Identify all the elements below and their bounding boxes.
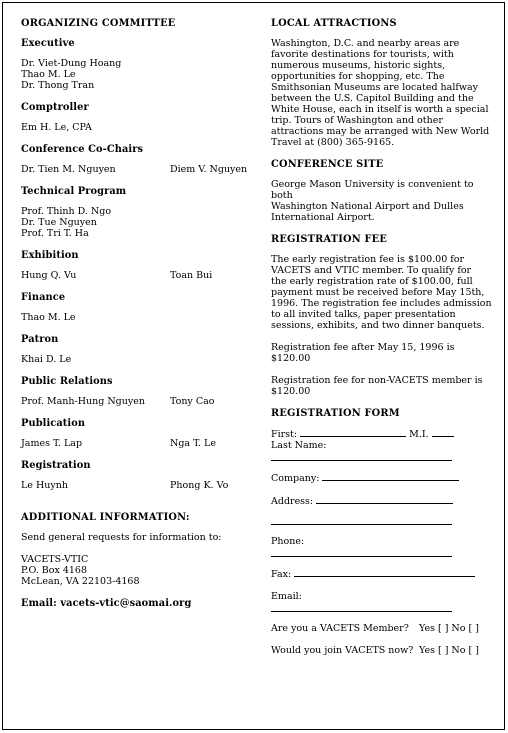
- left-column: [21, 18, 256, 610]
- publication-label: Publication: [21, 418, 86, 429]
- email-field[interactable]: [271, 602, 452, 612]
- company-field[interactable]: [322, 472, 459, 481]
- patron-member: Khai D. Le: [21, 354, 72, 365]
- comptroller-member: Em H. Le, CPA: [21, 122, 92, 133]
- fee-after-deadline: Registration fee after May 15, 1996 is $120.00: [271, 342, 455, 364]
- technical-member: Prof. Tri T. Ha: [21, 228, 89, 239]
- exhibition-member: Hung Q. Vu: [21, 270, 77, 281]
- additional-intro: Send general requests for information to:: [21, 532, 222, 543]
- cochairs-row: [21, 164, 256, 175]
- attractions-text-line: Smithsonian Museums are located halfway: [271, 82, 479, 93]
- fee-text-line: the early registration rate of $100.00, full: [271, 276, 473, 287]
- address-row: [271, 495, 496, 507]
- fee-nonmember-line: Registration fee for non-VACETS member is: [271, 375, 483, 386]
- address-line: VACETS-VTIC: [21, 554, 89, 565]
- member-yes-no-checkboxes[interactable]: Yes [ ] No [ ]: [419, 623, 479, 634]
- registration-fee-title: REGISTRATION FEE: [271, 234, 387, 245]
- last-name-field[interactable]: [271, 451, 452, 461]
- attractions-text-line: favorite destinations for tourists, with: [271, 49, 454, 60]
- phone-field[interactable]: [271, 547, 452, 557]
- address-line: P.O. Box 4168: [21, 565, 88, 576]
- email-label: Email:: [271, 591, 302, 602]
- address-line: McLean, VA 22103-4168: [21, 576, 140, 587]
- publication-member: James T. Lap: [21, 438, 83, 449]
- public-relations-member: Prof. Manh-Hung Nguyen: [21, 396, 145, 407]
- first-name-label: First:: [271, 429, 298, 440]
- additional-information-title: ADDITIONAL INFORMATION:: [21, 512, 190, 523]
- registration-label: Registration: [21, 460, 91, 471]
- site-text-line: George Mason University is convenient to both: [271, 179, 474, 201]
- last-name-label: Last Name:: [271, 440, 327, 451]
- company-row: [271, 472, 496, 484]
- cochair-name: Dr. Tien M. Nguyen: [21, 164, 116, 175]
- executive-member: Dr. Thong Tran: [21, 80, 95, 91]
- attractions-text-line: White House, each in itself is worth a special: [271, 104, 489, 115]
- site-text-line: International Airport.: [271, 212, 375, 223]
- attractions-text-line: numerous museums, historic sights,: [271, 60, 446, 71]
- member-question: Are you a VACETS Member?: [271, 623, 409, 634]
- fee-nonmember-line: $120.00: [271, 386, 311, 397]
- comptroller-label: Comptroller: [21, 102, 89, 113]
- address-label: Address:: [271, 496, 314, 507]
- registration-member: Phong K. Vo: [170, 480, 229, 491]
- technical-member: Dr. Tue Nguyen: [21, 217, 97, 228]
- attractions-text-line: opportunities for shopping, etc. The: [271, 71, 445, 82]
- fax-row: [271, 568, 496, 580]
- join-question-row: [271, 645, 496, 656]
- attractions-text-line: trip. Tours of Washington and other: [271, 115, 443, 126]
- executive-member: Thao M. Le: [21, 69, 76, 80]
- public-relations-member: Tony Cao: [170, 396, 215, 407]
- phone-label: Phone:: [271, 536, 305, 547]
- publication-row: [21, 438, 256, 449]
- finance-member: Thao M. Le: [21, 312, 76, 323]
- attractions-text-line: Travel at (800) 365-9165.: [271, 137, 395, 148]
- organizing-committee-title: ORGANIZING COMMITTEE: [21, 18, 176, 29]
- fee-text-line: payment must be received before May 15th,: [271, 287, 485, 298]
- fax-label: Fax:: [271, 569, 292, 580]
- company-label: Company:: [271, 473, 320, 484]
- executive-member: Dr. Viet-Dung Hoang: [21, 58, 122, 69]
- member-question-row: [271, 623, 496, 634]
- fee-text-line: 1996. The registration fee includes admission: [271, 298, 492, 309]
- finance-label: Finance: [21, 292, 66, 303]
- cochairs-label: Conference Co-Chairs: [21, 144, 144, 155]
- local-attractions-title: LOCAL ATTRACTIONS: [271, 18, 397, 29]
- technical-program-label: Technical Program: [21, 186, 127, 197]
- registration-member: Le Huynh: [21, 480, 68, 491]
- exhibition-label: Exhibition: [21, 250, 79, 261]
- first-name-field[interactable]: [300, 428, 406, 437]
- middle-initial-field[interactable]: [432, 428, 454, 437]
- page: [2, 2, 505, 730]
- publication-member: Nga T. Le: [170, 438, 216, 449]
- registration-form-title: REGISTRATION FORM: [271, 408, 400, 419]
- attractions-text-line: between the U.S. Capitol Building and the: [271, 93, 474, 104]
- join-question: Would you join VACETS now?: [271, 645, 414, 656]
- public-relations-row: [21, 396, 256, 407]
- middle-initial-label: M.I.: [409, 429, 429, 440]
- public-relations-label: Public Relations: [21, 376, 113, 387]
- first-name-row: [271, 428, 496, 440]
- cochair-name: Diem V. Nguyen: [170, 164, 248, 175]
- right-column: [271, 18, 496, 656]
- fee-text-line: to all invited talks, paper presentation: [271, 309, 456, 320]
- exhibition-member: Toan Bui: [170, 270, 213, 281]
- fee-text-line: The early registration fee is $100.00 for: [271, 254, 465, 265]
- join-yes-no-checkboxes[interactable]: Yes [ ] No [ ]: [419, 645, 479, 656]
- technical-member: Prof. Thinh D. Ngo: [21, 206, 112, 217]
- contact-email: Email: vacets-vtic@saomai.org: [21, 598, 192, 609]
- attractions-text-line: Washington, D.C. and nearby areas are: [271, 38, 460, 49]
- site-text-line: Washington National Airport and Dulles: [271, 201, 464, 212]
- fee-text-line: VACETS and VTIC member. To qualify for: [271, 265, 472, 276]
- patron-label: Patron: [21, 334, 59, 345]
- fax-field[interactable]: [294, 568, 475, 577]
- conference-site-title: CONFERENCE SITE: [271, 159, 384, 170]
- address-field-line-2[interactable]: [271, 515, 452, 525]
- registration-row: [21, 480, 256, 491]
- exhibition-row: [21, 270, 256, 281]
- fee-text-line: sessions, exhibits, and two dinner banquets.: [271, 320, 485, 331]
- address-field[interactable]: [316, 495, 453, 504]
- executive-label: Executive: [21, 38, 75, 49]
- attractions-text-line: attractions may be arranged with New World: [271, 126, 490, 137]
